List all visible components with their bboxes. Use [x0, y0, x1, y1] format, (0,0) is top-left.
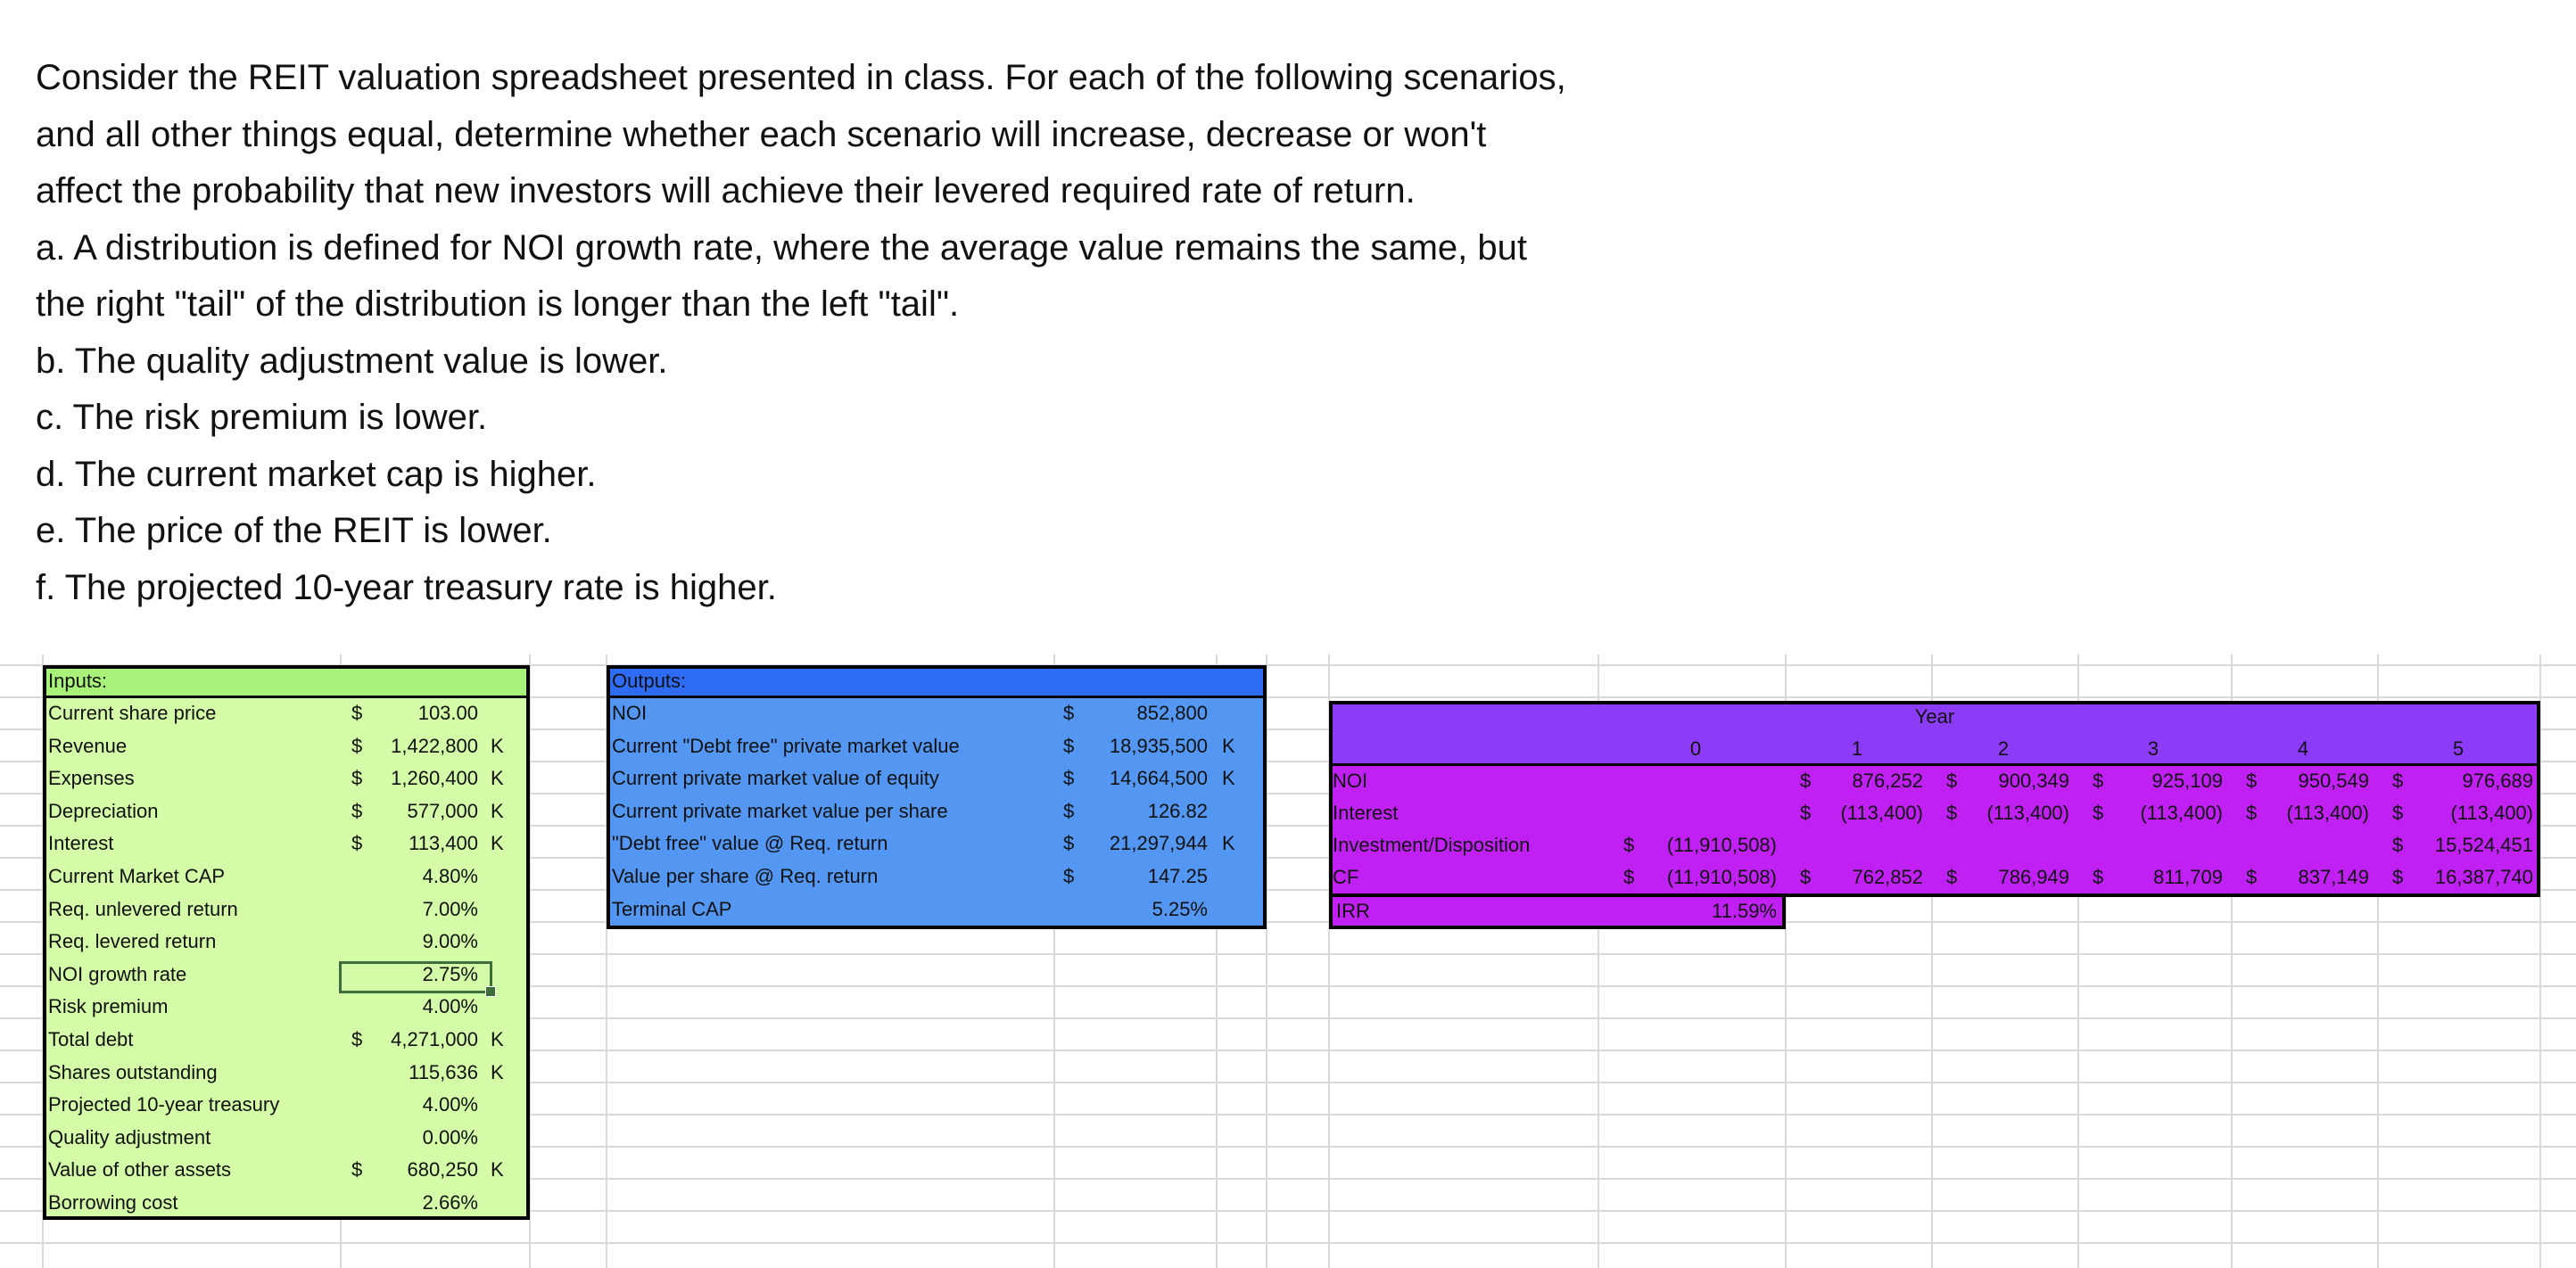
question-item-line: b. The quality adjustment value is lower.: [36, 341, 668, 381]
cashflow-value: (113,400): [2140, 802, 2223, 824]
output-currency: $: [1063, 767, 1075, 790]
input-value: 1,260,400: [391, 767, 478, 790]
input-value: 4.80%: [422, 865, 478, 887]
fill-handle[interactable]: [485, 986, 496, 997]
input-value: 113,400: [409, 832, 478, 855]
output-label: "Debt free" value @ Req. return: [612, 832, 888, 855]
input-value: 2.75%: [422, 962, 478, 985]
input-label: Borrowing cost: [48, 1191, 178, 1214]
input-unit: K: [491, 734, 504, 757]
output-value: 21,297,944: [1109, 832, 1208, 855]
input-value: 1,422,800: [391, 734, 478, 757]
question-intro-line: Consider the REIT valuation spreadsheet presented in class. For each of the following scenarios,: [36, 58, 1566, 97]
input-value: 4.00%: [422, 995, 478, 1018]
cashflow-value: 837,149: [2298, 866, 2369, 888]
input-label: Current share price: [48, 702, 217, 724]
input-currency: $: [351, 1158, 363, 1182]
cashflow-currency: $: [1946, 770, 1958, 792]
input-label: Expenses: [48, 767, 135, 790]
output-value: 147.25: [1147, 865, 1208, 887]
output-value: 5.25%: [1152, 897, 1208, 920]
year-header-1: 1: [1851, 737, 1863, 760]
inputs-frame: [43, 665, 530, 1220]
question-item-line: c. The risk premium is lower.: [36, 398, 488, 437]
input-label: Interest: [48, 832, 114, 855]
output-label: Value per share @ Req. return: [612, 865, 879, 887]
output-label: Current private market value of equity: [612, 767, 939, 790]
question-intro-line: and all other things equal, determine whether each scenario will increase, decrease or won't: [36, 114, 1487, 154]
input-label: Risk premium: [48, 995, 169, 1018]
input-label: Quality adjustment: [48, 1125, 211, 1149]
input-value: 4,271,000: [391, 1028, 478, 1050]
cashflow-value: 925,109: [2151, 770, 2223, 792]
cashflow-value: 976,689: [2462, 770, 2533, 792]
input-label: Depreciation: [48, 799, 159, 822]
input-label: Current Market CAP: [48, 865, 226, 887]
input-label: Total debt: [48, 1028, 134, 1050]
cashflow-currency: $: [1800, 802, 1812, 824]
cashflow-value: (113,400): [2450, 802, 2533, 824]
cashflow-label: Investment/Disposition: [1333, 834, 1531, 856]
input-currency: $: [351, 734, 363, 757]
output-currency: $: [1063, 832, 1075, 855]
cashflow-value: 900,349: [1998, 770, 2069, 792]
output-currency: $: [1063, 702, 1075, 724]
outputs-frame: [607, 665, 1267, 929]
input-unit: K: [491, 1158, 504, 1182]
question-item-line: d. The current market cap is higher.: [36, 454, 597, 494]
question-intro-line: affect the probability that new investors will achieve their levered required rate of return.: [36, 171, 1416, 210]
outputs-table: [607, 665, 1267, 929]
cashflow-currency: $: [1800, 770, 1812, 792]
year-header-0: 0: [1689, 737, 1702, 760]
output-currency: $: [1063, 734, 1075, 757]
cashflow-currency: $: [1946, 802, 1958, 824]
cashflow-value: 786,949: [1998, 866, 2069, 888]
input-label: Value of other assets: [48, 1158, 232, 1182]
output-value: 852,800: [1136, 702, 1208, 724]
cashflow-label: CF: [1333, 866, 1359, 888]
cashflow-currency: $: [2392, 770, 2404, 792]
output-value: 126.82: [1147, 799, 1208, 822]
question-item-line: e. The price of the REIT is lower.: [36, 511, 552, 550]
cashflow-currency: $: [1623, 866, 1635, 888]
cashflow-value: 876,252: [1852, 770, 1923, 792]
output-label: Current "Debt free" private market value: [612, 734, 960, 757]
input-value: 9.00%: [422, 930, 478, 953]
output-value: 14,664,500: [1109, 767, 1208, 790]
year-header-5: 5: [2452, 737, 2465, 760]
question-item-line: f. The projected 10-year treasury rate is higher.: [36, 567, 777, 607]
cashflow-value: (113,400): [2286, 802, 2369, 824]
input-label: Req. unlevered return: [48, 897, 238, 920]
cashflow-value: 950,549: [2298, 770, 2369, 792]
input-label: NOI growth rate: [48, 962, 187, 985]
cashflow-currency: $: [1623, 834, 1635, 856]
inputs-table: [43, 665, 530, 1220]
input-unit: K: [491, 1028, 504, 1050]
cashflow-value: 15,524,451: [2434, 834, 2533, 856]
input-unit: K: [491, 767, 504, 790]
selected-cell[interactable]: [339, 961, 492, 993]
input-value: 7.00%: [422, 897, 478, 920]
cashflow-value: 811,709: [2153, 866, 2223, 888]
input-value: 115,636: [409, 1060, 478, 1083]
input-label: Req. levered return: [48, 930, 217, 953]
cashflow-frame: [1329, 701, 2540, 897]
cashflow-currency: $: [2246, 866, 2258, 888]
spreadsheet[interactable]: [0, 655, 2576, 1268]
cashflow-label: NOI: [1333, 770, 1368, 792]
input-unit: K: [491, 1060, 504, 1083]
question-item-line: the right "tail" of the distribution is longer than the left "tail".: [36, 284, 960, 324]
output-unit: K: [1222, 767, 1235, 790]
year-header-3: 3: [2147, 737, 2159, 760]
input-currency: $: [351, 1028, 363, 1050]
cashflow-currency: $: [2392, 866, 2404, 888]
year-header-4: 4: [2297, 737, 2309, 760]
cashflow-value: (11,910,508): [1666, 834, 1777, 856]
inputs-header-label: Inputs:: [48, 670, 108, 692]
cashflow-currency: $: [2246, 770, 2258, 792]
cashflow-table: [1329, 701, 2540, 929]
input-unit: K: [491, 799, 504, 822]
output-unit: K: [1222, 734, 1235, 757]
input-currency: $: [351, 832, 363, 855]
cashflow-value: 16,387,740: [2434, 866, 2533, 888]
irr-row: [1329, 893, 1786, 929]
cashflow-currency: $: [2392, 834, 2404, 856]
cashflow-currency: $: [2246, 802, 2258, 824]
cashflow-label: Interest: [1333, 802, 1399, 824]
output-value: 18,935,500: [1109, 734, 1208, 757]
output-label: NOI: [612, 702, 648, 724]
input-currency: $: [351, 702, 363, 724]
input-value: 0.00%: [422, 1125, 478, 1149]
output-label: Current private market value per share: [612, 799, 948, 822]
cashflow-currency: $: [2093, 770, 2104, 792]
output-label: Terminal CAP: [612, 897, 732, 920]
input-value: 577,000: [407, 799, 478, 822]
cashflow-currency: $: [1800, 866, 1812, 888]
cashflow-header-divider: [1329, 763, 2540, 766]
cashflow-value: 762,852: [1852, 866, 1923, 888]
output-unit: K: [1222, 832, 1235, 855]
input-value: 680,250: [407, 1158, 478, 1182]
input-label: Revenue: [48, 734, 128, 757]
input-value: 103.00: [417, 702, 478, 724]
cashflow-currency: $: [2093, 866, 2104, 888]
year-label: Year: [1914, 705, 1955, 728]
input-label: Projected 10-year treasury: [48, 1093, 280, 1116]
cashflow-value: (11,910,508): [1666, 866, 1777, 888]
input-currency: $: [351, 767, 363, 790]
irr-label: IRR: [1336, 900, 1370, 922]
output-currency: $: [1063, 799, 1075, 822]
cashflow-currency: $: [1946, 866, 1958, 888]
input-label: Shares outstanding: [48, 1060, 218, 1083]
outputs-header-label: Outputs:: [612, 670, 687, 692]
year-header-2: 2: [1997, 737, 2010, 760]
cashflow-currency: $: [2392, 802, 2404, 824]
cashflow-value: (113,400): [1986, 802, 2069, 824]
input-currency: $: [351, 799, 363, 822]
output-currency: $: [1063, 865, 1075, 887]
question-item-line: a. A distribution is defined for NOI growth rate, where the average value remains the same, but: [36, 227, 1528, 268]
input-value: 4.00%: [422, 1093, 478, 1116]
cashflow-value: (113,400): [1840, 802, 1923, 824]
input-value: 2.66%: [422, 1191, 478, 1214]
irr-value: 11.59%: [1712, 900, 1777, 922]
cashflow-currency: $: [2093, 802, 2104, 824]
question-text: [36, 50, 1820, 616]
input-unit: K: [491, 832, 504, 855]
